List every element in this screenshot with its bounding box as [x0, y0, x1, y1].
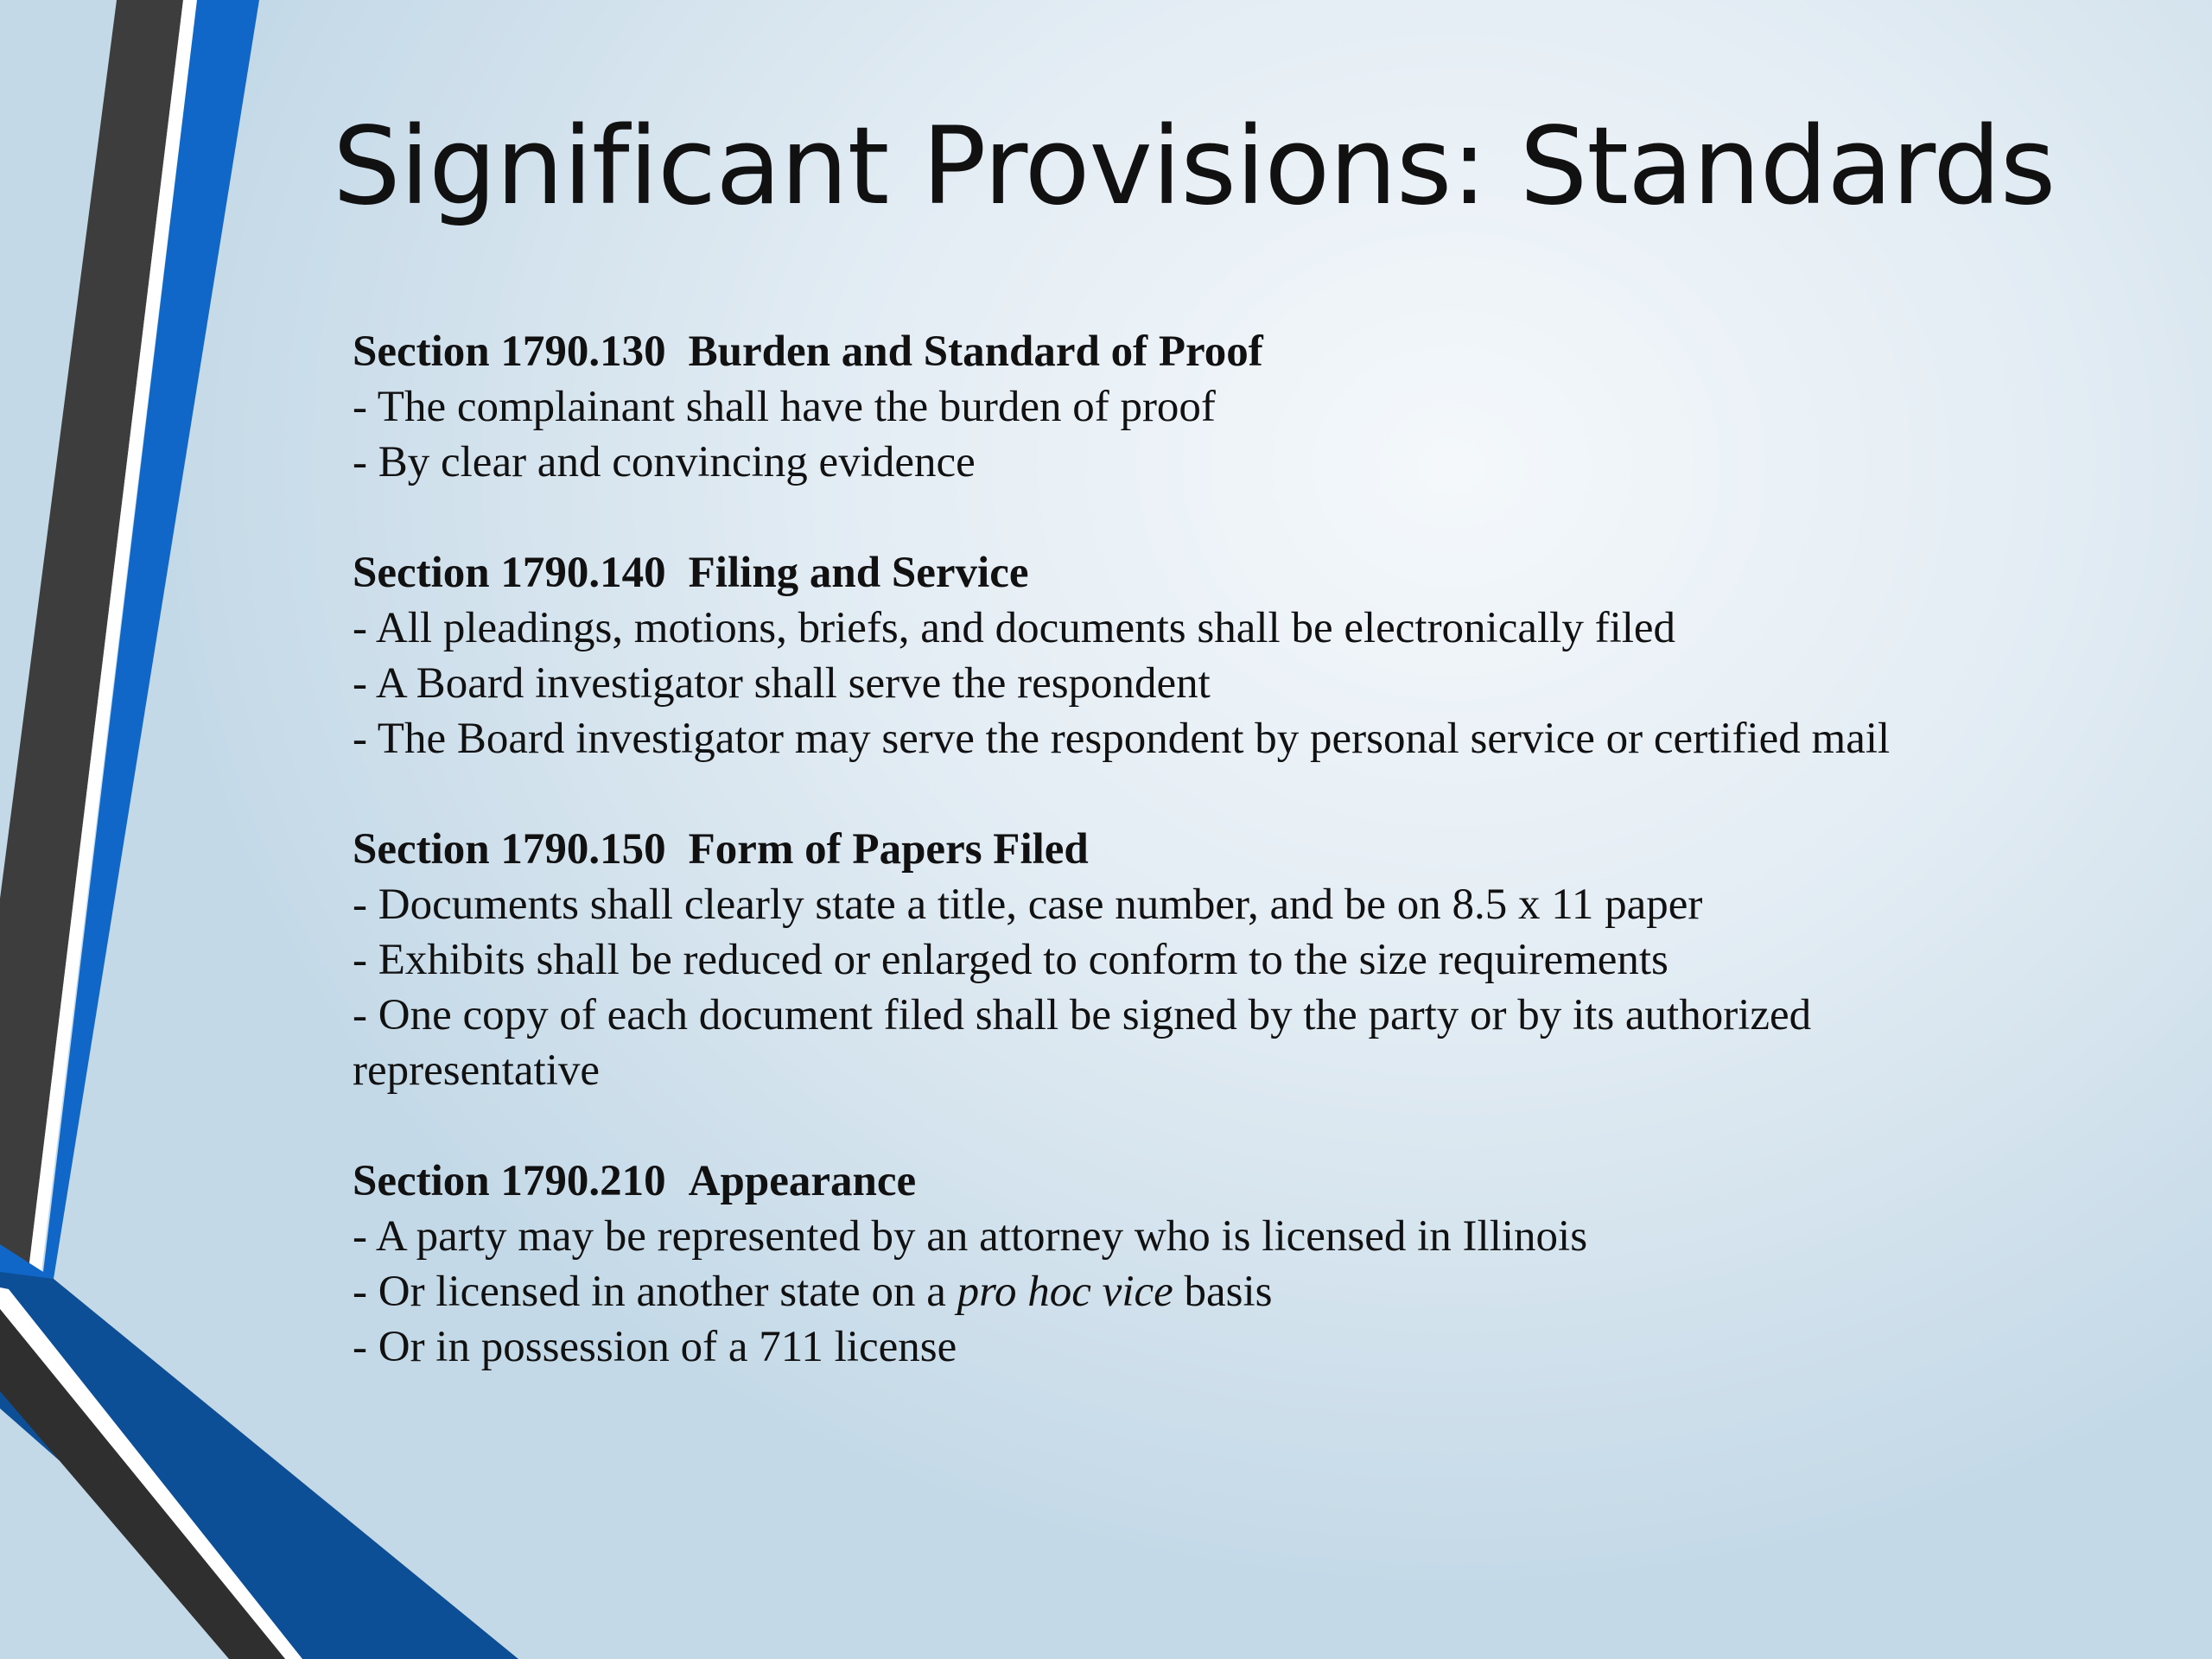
section-name: Burden and Standard of Proof	[688, 327, 1263, 376]
section-name: Appearance	[688, 1157, 917, 1205]
bullet-item: - A party may be represented by an attorney who is licensed in Illinois	[353, 1212, 1588, 1261]
bullet-text-before: - Or licensed in another state on a	[353, 1268, 957, 1316]
section-heading	[353, 1154, 2046, 1209]
section-heading	[353, 545, 2046, 601]
section-1790-140	[353, 545, 2046, 766]
bullet-item-pro-hoc-vice	[353, 1264, 2046, 1319]
bullet-item: - One copy of each document filed shall be signed by the party or by its authorized representative	[353, 991, 1812, 1095]
bullet-text-after: basis	[1173, 1268, 1273, 1316]
section-heading	[353, 822, 2046, 877]
section-name: Filing and Service	[688, 549, 1029, 597]
bullet-item: - Exhibits shall be reduced or enlarged to conform to the size requirements	[353, 936, 1669, 984]
section-number: Section 1790.210	[353, 1157, 666, 1205]
section-heading	[353, 324, 2046, 379]
bullet-item: - Or in possession of a 711 license	[353, 1323, 957, 1371]
section-1790-130	[353, 324, 2046, 490]
section-1790-210	[353, 1154, 2046, 1375]
bullet-item: - The Board investigator may serve the respondent by personal service or certified mail	[353, 715, 1891, 763]
bullet-item: - Documents shall clearly state a title, case number, and be on 8.5 x 11 paper	[353, 880, 1703, 929]
section-number: Section 1790.140	[353, 549, 666, 597]
section-1790-150	[353, 822, 2046, 1098]
bullet-item: - All pleadings, motions, briefs, and documents shall be electronically filed	[353, 604, 1676, 652]
section-name: Form of Papers Filed	[688, 825, 1089, 874]
section-number: Section 1790.150	[353, 825, 666, 874]
section-number: Section 1790.130	[353, 327, 666, 376]
latin-phrase: pro hoc vice	[957, 1268, 1173, 1316]
bullet-item: - The complainant shall have the burden of proof	[353, 383, 1216, 431]
bullet-item: - By clear and convincing evidence	[353, 438, 976, 486]
slide-body	[353, 324, 2046, 1430]
slide-title: Significant Provisions: Standards	[333, 105, 2056, 229]
bullet-item: - A Board investigator shall serve the respondent	[353, 659, 1211, 708]
